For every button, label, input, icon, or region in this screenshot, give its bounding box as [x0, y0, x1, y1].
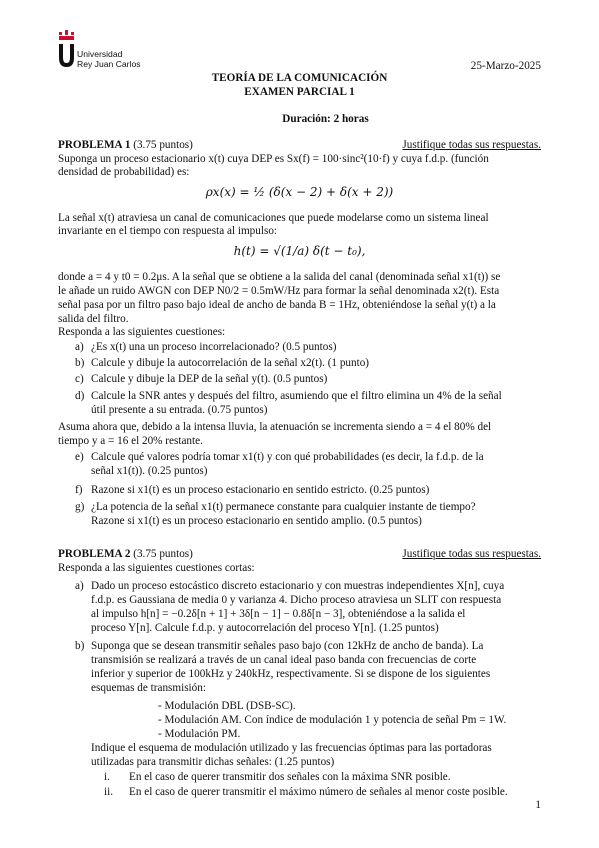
- problem1-points: (3.75 puntos): [130, 139, 193, 151]
- question-item: [75, 451, 541, 479]
- question-item: [75, 501, 541, 529]
- exam-title: EXAMEN PARCIAL 1: [244, 86, 355, 98]
- question-text: esquemas de transmisión:: [91, 682, 206, 694]
- question-item: [75, 484, 541, 498]
- rain-line2: tiempo y a = 16 el 20% restante.: [58, 435, 203, 447]
- problem2-points: (3.75 puntos): [130, 548, 193, 560]
- problem1-ask: Responda a las siguientes cuestiones:: [58, 326, 226, 338]
- question-text: Calcule y dibuje la DEP de la señal y(t). (0.5 puntos): [91, 373, 328, 385]
- question-text: transmisión se realizará a través de un canal ideal paso banda con frecuencias de corte: [91, 654, 477, 666]
- subquestion-text: En el caso de querer transmitir dos señales con la máxima SNR posible.: [129, 771, 451, 783]
- scheme-item: - Modulación AM. Con índice de modulación 1 y potencia de señal Pm = 1W.: [158, 714, 507, 726]
- problem2-b-tail-line1: Indique el esquema de modulación utilizado y las frecuencias óptimas para las portadoras: [91, 742, 492, 754]
- question-text: útil presente a su entrada. (0.75 puntos): [91, 404, 268, 416]
- question-label: f): [75, 484, 83, 496]
- question-text: Calcule y dibuje la autocorrelación de la señal x2(t). (1 punto): [91, 357, 370, 369]
- question-text: f.d.p. es Gaussiana de media 0 y varianza 4. Dicho proceso atraviesa un SLIT con respuesta: [91, 594, 502, 606]
- problem2-ask: Responda a las siguientes cuestiones cortas:: [58, 562, 255, 574]
- problem1-desc-line2: le añade un ruido AWGN con DEP N0/2 = 0.5mW/Hz para formar la señal denominada x2(t). Esta: [58, 285, 500, 297]
- question-label: a): [75, 341, 84, 353]
- scheme-item: - Modulación PM.: [158, 728, 241, 740]
- subquestion-label: ii.: [104, 786, 114, 798]
- exam-date: 25-Marzo-2025: [470, 60, 541, 72]
- question-text: señal x1(t)). (0.25 puntos): [91, 465, 208, 477]
- question-item: [75, 580, 541, 636]
- pdf-equation: ρx(x) = ½ (δ(x − 2) + δ(x + 2)): [205, 185, 394, 199]
- question-text: ¿Es x(t) una un proceso incorrelacionado? (0.5 puntos): [91, 341, 337, 353]
- problem2-b-tail-line2: utilizadas para transmitir dichas señales: (1.25 puntos): [91, 756, 335, 768]
- question-item: [75, 341, 541, 355]
- question-text: al impulso h[n] = −0.2δ[n + 1] + 3δ[n − 1] − 0.8δ[n − 3], obteniéndose a la salida el: [91, 608, 466, 620]
- question-label: c): [75, 373, 84, 385]
- question-text: Razone si x1(t) es un proceso estacionario en sentido estricto. (0.25 puntos): [91, 484, 430, 496]
- subquestion-label: i.: [104, 771, 110, 783]
- question-item: [75, 373, 541, 387]
- rain-line1: Asuma ahora que, debido a la intensa lluvia, la atenuación se incrementa siendo a = 4 el 80% del: [58, 421, 492, 433]
- question-label: e): [75, 451, 84, 463]
- course-title: TEORÍA DE LA COMUNICACIÓN: [211, 72, 388, 84]
- problem1-channel-line2: invariante en el tiempo con respuesta al impulso:: [58, 225, 278, 237]
- question-text: proceso Y[n]. Calcule f.d.p. y autocorrelación del proceso Y[n]. (1.25 puntos): [91, 622, 439, 634]
- problem2-heading: PROBLEMA 2: [58, 548, 131, 560]
- exam-duration: Duración: 2 horas: [282, 113, 369, 125]
- question-text: ¿La potencia de la señal x1(t) permanece constante para cualquier instante de tiempo?: [91, 501, 476, 513]
- problem2-justify-note: Justifique todas sus respuestas.: [402, 548, 541, 560]
- university-name-line2: Rey Juan Carlos: [77, 58, 141, 69]
- question-text: Suponga que se desean transmitir señales paso bajo (con 12kHz de ancho de banda). La: [91, 640, 484, 652]
- page-number: 1: [535, 799, 541, 811]
- question-text: Dado un proceso estocástico discreto estacionario y con muestras independientes X[n], cuya: [91, 580, 505, 592]
- question-item: [75, 390, 541, 418]
- problem1-header: [58, 139, 541, 153]
- subquestion-text: En el caso de querer transmitir el máximo número de señales al menor coste posible.: [129, 786, 508, 798]
- problem1-desc-line4: salida del filtro.: [58, 313, 129, 325]
- question-label: b): [75, 357, 85, 369]
- subquestion-item: [104, 786, 541, 800]
- problem1-heading: PROBLEMA 1: [58, 139, 131, 151]
- question-text: Calcule la SNR antes y después del filtro, asumiendo que el filtro elimina un 4% de la señal: [91, 390, 502, 402]
- problem1-intro-line2: densidad de probabilidad) es:: [58, 166, 190, 178]
- question-text: Calcule qué valores podría tomar x1(t) y con qué probabilidades (es decir, la f.d.p. de la: [91, 451, 484, 463]
- problem1-desc-line1: donde a = 4 y t0 = 0.2μs. A la señal que se obtiene a la salida del canal (denominada señal x1(t)) se: [58, 271, 501, 283]
- question-item: [75, 640, 541, 696]
- question-label: d): [75, 390, 85, 402]
- problem1-intro-line1: Suponga un proceso estacionario x(t) cuya DEP es Sx(f) = 100·sinc²(10·f) y cuya f.d.p. (función: [58, 153, 489, 165]
- problem1-channel-line1: La señal x(t) atraviesa un canal de comunicaciones que puede modelarse como un sistema lineal: [58, 212, 489, 224]
- question-label: g): [75, 501, 85, 513]
- question-text: inferior y superior de 100kHz y 240kHz, respectivamente. Si se dispone de los siguientes: [91, 668, 491, 680]
- subquestion-item: [104, 771, 541, 785]
- scheme-item: - Modulación DBL (DSB-SC).: [158, 700, 296, 712]
- question-item: [75, 357, 541, 371]
- question-text: Razone si x1(t) es un proceso estacionario en sentido amplio. (0.5 puntos): [91, 515, 422, 527]
- problem1-justify-note: Justifique todas sus respuestas.: [402, 139, 541, 151]
- impulse-response-equation: h(t) = √(1/a) δ(t − t₀),: [233, 244, 366, 258]
- problem2-header: [58, 548, 541, 562]
- question-label: a): [75, 580, 84, 592]
- question-label: b): [75, 640, 85, 652]
- university-name-line1: Universidad: [77, 49, 123, 59]
- problem1-desc-line3: señal pasa por un filtro paso bajo ideal de ancho de banda B = 1Hz, obteniéndose la señal y(t) a la: [58, 299, 496, 311]
